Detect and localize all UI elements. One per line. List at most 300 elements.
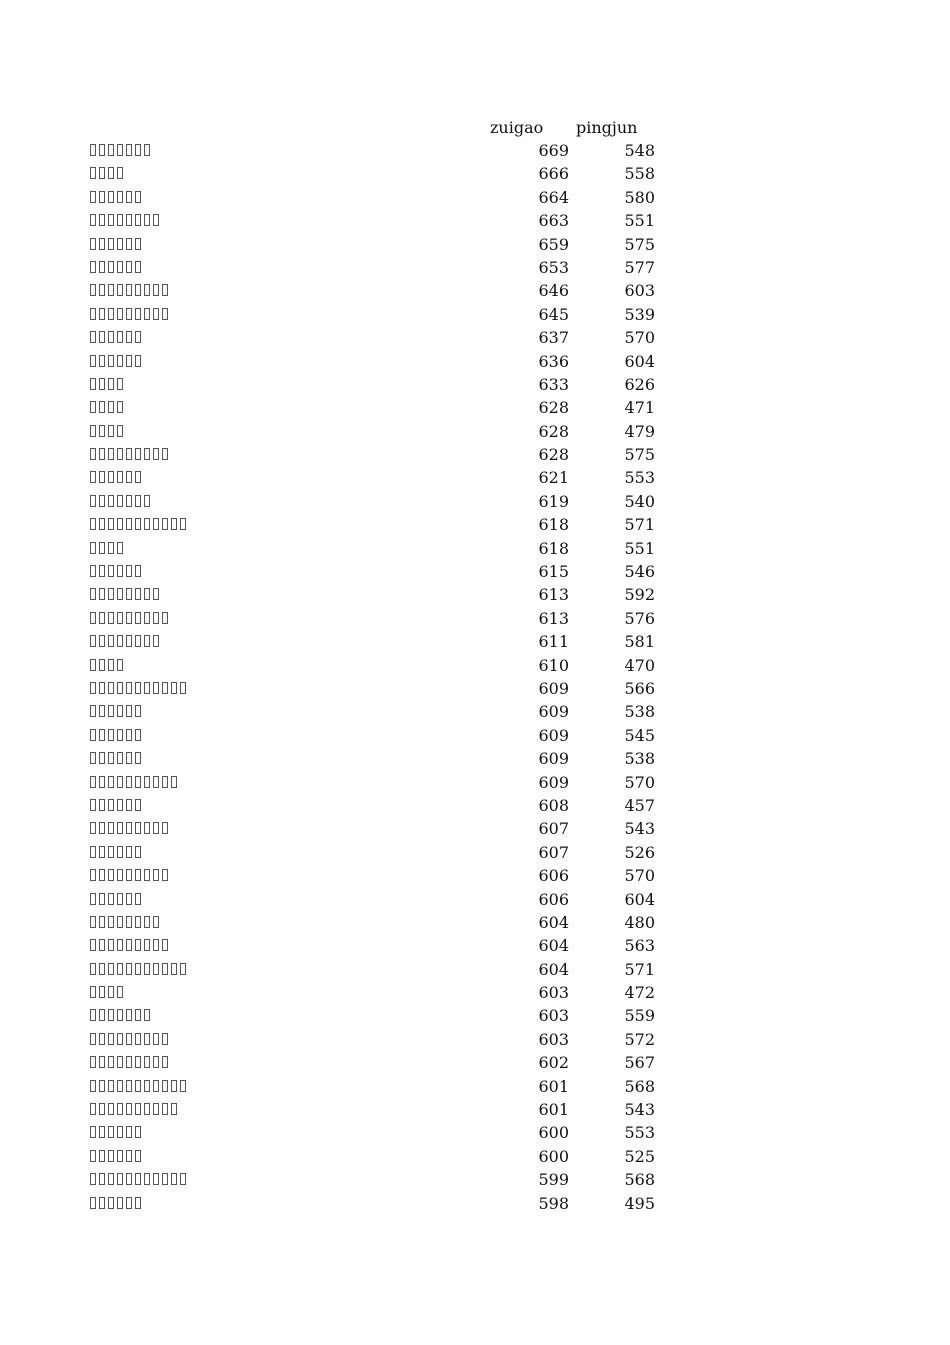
missing-glyph-box (135, 331, 141, 343)
missing-glyph-box (135, 284, 141, 296)
missing-glyph-box (153, 635, 159, 647)
missing-glyph-box (108, 635, 114, 647)
header-zuigao: zuigao (490, 118, 544, 137)
missing-glyph-box (135, 612, 141, 624)
missing-glyph-box (153, 939, 159, 951)
missing-glyph-box (117, 682, 123, 694)
missing-glyph-box (108, 752, 114, 764)
table-row (0, 186, 950, 209)
missing-glyph-box (108, 214, 114, 226)
missing-glyph-box (126, 1056, 132, 1068)
table-row (0, 162, 950, 185)
missing-glyph-box (135, 565, 141, 577)
missing-glyph-box (99, 448, 105, 460)
header-row (0, 117, 950, 139)
missing-glyph-box (117, 869, 123, 881)
missing-glyph-box (135, 214, 141, 226)
table-row (0, 209, 950, 232)
missing-glyph-box (117, 1080, 123, 1092)
missing-glyph-box (162, 822, 168, 834)
missing-glyph-box (108, 471, 114, 483)
missing-glyph-box (90, 214, 96, 226)
cell-pingjun: 526 (624, 842, 655, 862)
missing-glyph-box (90, 284, 96, 296)
missing-glyph-box (144, 588, 150, 600)
missing-glyph-box (90, 471, 96, 483)
missing-glyph-box (126, 682, 132, 694)
missing-glyph-box (90, 448, 96, 460)
missing-glyph-box (117, 355, 123, 367)
missing-glyph-box (144, 495, 150, 507)
cell-zuigao: 609 (538, 725, 569, 745)
missing-glyph-box (135, 1033, 141, 1045)
cell-zuigao: 600 (538, 1146, 569, 1166)
missing-glyph-box (126, 776, 132, 788)
cell-zuigao: 611 (538, 632, 569, 652)
missing-glyph-box (117, 1103, 123, 1115)
row-label-unrendered-glyphs (90, 329, 141, 345)
missing-glyph-box (117, 846, 123, 858)
row-label-unrendered-glyphs (90, 399, 123, 415)
missing-glyph-box (144, 612, 150, 624)
cell-pingjun: 567 (624, 1053, 655, 1073)
missing-glyph-box (153, 1080, 159, 1092)
missing-glyph-box (108, 355, 114, 367)
missing-glyph-box (117, 916, 123, 928)
missing-glyph-box (90, 425, 96, 437)
missing-glyph-box (126, 588, 132, 600)
missing-glyph-box (153, 308, 159, 320)
missing-glyph-box (117, 612, 123, 624)
missing-glyph-box (135, 144, 141, 156)
cell-zuigao: 609 (538, 749, 569, 769)
cell-zuigao: 637 (538, 328, 569, 348)
missing-glyph-box (117, 1056, 123, 1068)
cell-pingjun: 568 (624, 1076, 655, 1096)
missing-glyph-box (162, 284, 168, 296)
missing-glyph-box (90, 1197, 96, 1209)
row-label-unrendered-glyphs (90, 376, 123, 392)
missing-glyph-box (117, 963, 123, 975)
missing-glyph-box (108, 869, 114, 881)
row-label-unrendered-glyphs (90, 212, 159, 228)
missing-glyph-box (90, 752, 96, 764)
missing-glyph-box (99, 1150, 105, 1162)
missing-glyph-box (117, 471, 123, 483)
cell-pingjun: 539 (624, 304, 655, 324)
missing-glyph-box (135, 846, 141, 858)
table-row (0, 1004, 950, 1027)
missing-glyph-box (90, 144, 96, 156)
table-row (0, 1098, 950, 1121)
missing-glyph-box (171, 682, 177, 694)
missing-glyph-box (99, 1009, 105, 1021)
cell-pingjun: 543 (624, 819, 655, 839)
missing-glyph-box (117, 565, 123, 577)
row-label-unrendered-glyphs (90, 165, 123, 181)
missing-glyph-box (108, 612, 114, 624)
row-label-unrendered-glyphs (90, 820, 168, 836)
missing-glyph-box (117, 378, 123, 390)
missing-glyph-box (99, 729, 105, 741)
missing-glyph-box (162, 939, 168, 951)
missing-glyph-box (99, 963, 105, 975)
missing-glyph-box (90, 939, 96, 951)
missing-glyph-box (108, 1173, 114, 1185)
missing-glyph-box (99, 682, 105, 694)
missing-glyph-box (90, 401, 96, 413)
missing-glyph-box (108, 799, 114, 811)
missing-glyph-box (162, 1056, 168, 1068)
missing-glyph-box (99, 518, 105, 530)
missing-glyph-box (117, 331, 123, 343)
table-row (0, 256, 950, 279)
missing-glyph-box (90, 355, 96, 367)
missing-glyph-box (162, 612, 168, 624)
cell-pingjun: 568 (624, 1170, 655, 1190)
missing-glyph-box (99, 495, 105, 507)
missing-glyph-box (144, 682, 150, 694)
missing-glyph-box (99, 378, 105, 390)
table-row (0, 888, 950, 911)
row-label-unrendered-glyphs (90, 774, 177, 790)
table-body (0, 139, 950, 1215)
table-row (0, 724, 950, 747)
missing-glyph-box (90, 495, 96, 507)
missing-glyph-box (126, 518, 132, 530)
missing-glyph-box (126, 963, 132, 975)
table-row (0, 677, 950, 700)
cell-zuigao: 628 (538, 445, 569, 465)
missing-glyph-box (126, 284, 132, 296)
missing-glyph-box (108, 378, 114, 390)
missing-glyph-box (171, 518, 177, 530)
missing-glyph-box (117, 659, 123, 671)
missing-glyph-box (126, 799, 132, 811)
missing-glyph-box (108, 401, 114, 413)
missing-glyph-box (144, 284, 150, 296)
cell-zuigao: 645 (538, 304, 569, 324)
missing-glyph-box (99, 752, 105, 764)
table-row (0, 958, 950, 981)
missing-glyph-box (117, 729, 123, 741)
cell-pingjun: 470 (624, 655, 655, 675)
row-label-unrendered-glyphs (90, 914, 159, 930)
missing-glyph-box (135, 1056, 141, 1068)
missing-glyph-box (90, 331, 96, 343)
row-label-unrendered-glyphs (90, 1171, 186, 1187)
missing-glyph-box (162, 308, 168, 320)
row-label-unrendered-glyphs (90, 961, 186, 977)
cell-pingjun: 545 (624, 725, 655, 745)
cell-pingjun: 581 (624, 632, 655, 652)
missing-glyph-box (135, 635, 141, 647)
missing-glyph-box (162, 1173, 168, 1185)
missing-glyph-box (90, 916, 96, 928)
cell-zuigao: 663 (538, 211, 569, 231)
missing-glyph-box (90, 588, 96, 600)
missing-glyph-box (117, 1126, 123, 1138)
missing-glyph-box (162, 1033, 168, 1045)
missing-glyph-box (90, 659, 96, 671)
cell-pingjun: 559 (624, 1006, 655, 1026)
row-label-unrendered-glyphs (90, 750, 141, 766)
cell-zuigao: 609 (538, 678, 569, 698)
table-row (0, 350, 950, 373)
missing-glyph-box (135, 799, 141, 811)
row-label-unrendered-glyphs (90, 610, 168, 626)
row-label-unrendered-glyphs (90, 657, 123, 673)
missing-glyph-box (126, 752, 132, 764)
missing-glyph-box (171, 1080, 177, 1092)
missing-glyph-box (108, 822, 114, 834)
missing-glyph-box (117, 1173, 123, 1185)
missing-glyph-box (144, 939, 150, 951)
missing-glyph-box (90, 1173, 96, 1185)
row-label-unrendered-glyphs (90, 189, 141, 205)
missing-glyph-box (135, 1009, 141, 1021)
missing-glyph-box (99, 822, 105, 834)
missing-glyph-box (126, 308, 132, 320)
missing-glyph-box (117, 401, 123, 413)
missing-glyph-box (108, 308, 114, 320)
missing-glyph-box (171, 776, 177, 788)
cell-zuigao: 659 (538, 234, 569, 254)
cell-pingjun: 563 (624, 936, 655, 956)
table-row (0, 466, 950, 489)
missing-glyph-box (117, 191, 123, 203)
missing-glyph-box (135, 729, 141, 741)
missing-glyph-box (153, 518, 159, 530)
table-row (0, 513, 950, 536)
cell-pingjun: 540 (624, 491, 655, 511)
missing-glyph-box (126, 916, 132, 928)
missing-glyph-box (144, 963, 150, 975)
missing-glyph-box (126, 846, 132, 858)
cell-zuigao: 604 (538, 912, 569, 932)
missing-glyph-box (144, 518, 150, 530)
missing-glyph-box (171, 1173, 177, 1185)
missing-glyph-box (126, 1173, 132, 1185)
missing-glyph-box (144, 1009, 150, 1021)
missing-glyph-box (135, 1126, 141, 1138)
missing-glyph-box (99, 167, 105, 179)
missing-glyph-box (153, 284, 159, 296)
table-row (0, 326, 950, 349)
cell-zuigao: 613 (538, 585, 569, 605)
missing-glyph-box (180, 1080, 186, 1092)
missing-glyph-box (99, 471, 105, 483)
missing-glyph-box (90, 986, 96, 998)
cell-zuigao: 610 (538, 655, 569, 675)
cell-zuigao: 618 (538, 538, 569, 558)
cell-pingjun: 553 (624, 1123, 655, 1143)
cell-zuigao: 607 (538, 842, 569, 862)
missing-glyph-box (153, 963, 159, 975)
cell-zuigao: 600 (538, 1123, 569, 1143)
missing-glyph-box (153, 588, 159, 600)
missing-glyph-box (99, 284, 105, 296)
cell-zuigao: 618 (538, 515, 569, 535)
cell-pingjun: 538 (624, 749, 655, 769)
missing-glyph-box (117, 893, 123, 905)
row-label-unrendered-glyphs (90, 984, 123, 1000)
missing-glyph-box (117, 518, 123, 530)
missing-glyph-box (108, 1056, 114, 1068)
missing-glyph-box (144, 822, 150, 834)
cell-pingjun: 471 (624, 398, 655, 418)
missing-glyph-box (108, 1150, 114, 1162)
missing-glyph-box (90, 682, 96, 694)
missing-glyph-box (99, 635, 105, 647)
row-label-unrendered-glyphs (90, 306, 168, 322)
missing-glyph-box (99, 144, 105, 156)
cell-pingjun: 551 (624, 538, 655, 558)
missing-glyph-box (108, 238, 114, 250)
missing-glyph-box (99, 588, 105, 600)
missing-glyph-box (108, 1126, 114, 1138)
table-row (0, 420, 950, 443)
missing-glyph-box (117, 1033, 123, 1045)
missing-glyph-box (135, 355, 141, 367)
cell-pingjun: 553 (624, 468, 655, 488)
missing-glyph-box (99, 565, 105, 577)
row-label-unrendered-glyphs (90, 353, 141, 369)
missing-glyph-box (117, 1009, 123, 1021)
missing-glyph-box (99, 1173, 105, 1185)
missing-glyph-box (117, 284, 123, 296)
table-row (0, 771, 950, 794)
missing-glyph-box (126, 565, 132, 577)
missing-glyph-box (153, 448, 159, 460)
table-row (0, 1168, 950, 1191)
missing-glyph-box (90, 238, 96, 250)
data-table (0, 117, 950, 1215)
cell-pingjun: 543 (624, 1100, 655, 1120)
cell-pingjun: 592 (624, 585, 655, 605)
cell-zuigao: 607 (538, 819, 569, 839)
missing-glyph-box (135, 238, 141, 250)
table-row (0, 911, 950, 934)
cell-zuigao: 633 (538, 374, 569, 394)
missing-glyph-box (99, 308, 105, 320)
missing-glyph-box (126, 1080, 132, 1092)
row-label-unrendered-glyphs (90, 1007, 150, 1023)
cell-pingjun: 577 (624, 257, 655, 277)
missing-glyph-box (108, 588, 114, 600)
missing-glyph-box (99, 846, 105, 858)
missing-glyph-box (117, 167, 123, 179)
missing-glyph-box (126, 448, 132, 460)
missing-glyph-box (90, 776, 96, 788)
missing-glyph-box (90, 1103, 96, 1115)
missing-glyph-box (126, 1126, 132, 1138)
missing-glyph-box (144, 1080, 150, 1092)
cell-pingjun: 604 (624, 351, 655, 371)
row-label-unrendered-glyphs (90, 1031, 168, 1047)
missing-glyph-box (90, 846, 96, 858)
missing-glyph-box (117, 542, 123, 554)
missing-glyph-box (99, 1056, 105, 1068)
table-row (0, 794, 950, 817)
cell-zuigao: 628 (538, 398, 569, 418)
cell-zuigao: 604 (538, 936, 569, 956)
missing-glyph-box (117, 986, 123, 998)
missing-glyph-box (99, 939, 105, 951)
cell-pingjun: 571 (624, 959, 655, 979)
cell-zuigao: 669 (538, 141, 569, 160)
missing-glyph-box (153, 916, 159, 928)
table-row (0, 747, 950, 770)
cell-zuigao: 653 (538, 257, 569, 277)
cell-pingjun: 495 (624, 1193, 655, 1213)
table-row (0, 303, 950, 326)
missing-glyph-box (126, 705, 132, 717)
row-label-unrendered-glyphs (90, 142, 150, 158)
missing-glyph-box (99, 331, 105, 343)
cell-zuigao: 608 (538, 795, 569, 815)
table-row (0, 560, 950, 583)
missing-glyph-box (99, 776, 105, 788)
missing-glyph-box (90, 261, 96, 273)
missing-glyph-box (99, 986, 105, 998)
row-label-unrendered-glyphs (90, 633, 159, 649)
missing-glyph-box (90, 1056, 96, 1068)
missing-glyph-box (90, 1150, 96, 1162)
missing-glyph-box (99, 238, 105, 250)
table-row (0, 607, 950, 630)
missing-glyph-box (135, 682, 141, 694)
missing-glyph-box (126, 355, 132, 367)
missing-glyph-box (117, 214, 123, 226)
row-label-unrendered-glyphs (90, 1124, 141, 1140)
missing-glyph-box (144, 214, 150, 226)
cell-zuigao: 666 (538, 164, 569, 184)
missing-glyph-box (99, 191, 105, 203)
cell-pingjun: 525 (624, 1146, 655, 1166)
table-row (0, 700, 950, 723)
missing-glyph-box (117, 1150, 123, 1162)
missing-glyph-box (108, 776, 114, 788)
missing-glyph-box (108, 1103, 114, 1115)
row-label-unrendered-glyphs (90, 891, 141, 907)
row-label-unrendered-glyphs (90, 844, 141, 860)
row-label-unrendered-glyphs (90, 937, 168, 953)
row-label-unrendered-glyphs (90, 469, 141, 485)
missing-glyph-box (108, 893, 114, 905)
missing-glyph-box (90, 893, 96, 905)
missing-glyph-box (108, 495, 114, 507)
missing-glyph-box (99, 705, 105, 717)
missing-glyph-box (108, 191, 114, 203)
row-label-unrendered-glyphs (90, 797, 141, 813)
row-label-unrendered-glyphs (90, 282, 168, 298)
missing-glyph-box (90, 705, 96, 717)
cell-zuigao: 619 (538, 491, 569, 511)
missing-glyph-box (99, 542, 105, 554)
missing-glyph-box (144, 1103, 150, 1115)
table-row (0, 1192, 950, 1215)
cell-zuigao: 628 (538, 421, 569, 441)
table-row (0, 443, 950, 466)
missing-glyph-box (144, 916, 150, 928)
row-label-unrendered-glyphs (90, 540, 123, 556)
table-row (0, 1028, 950, 1051)
missing-glyph-box (108, 261, 114, 273)
missing-glyph-box (117, 448, 123, 460)
row-label-unrendered-glyphs (90, 446, 168, 462)
cell-zuigao: 604 (538, 959, 569, 979)
